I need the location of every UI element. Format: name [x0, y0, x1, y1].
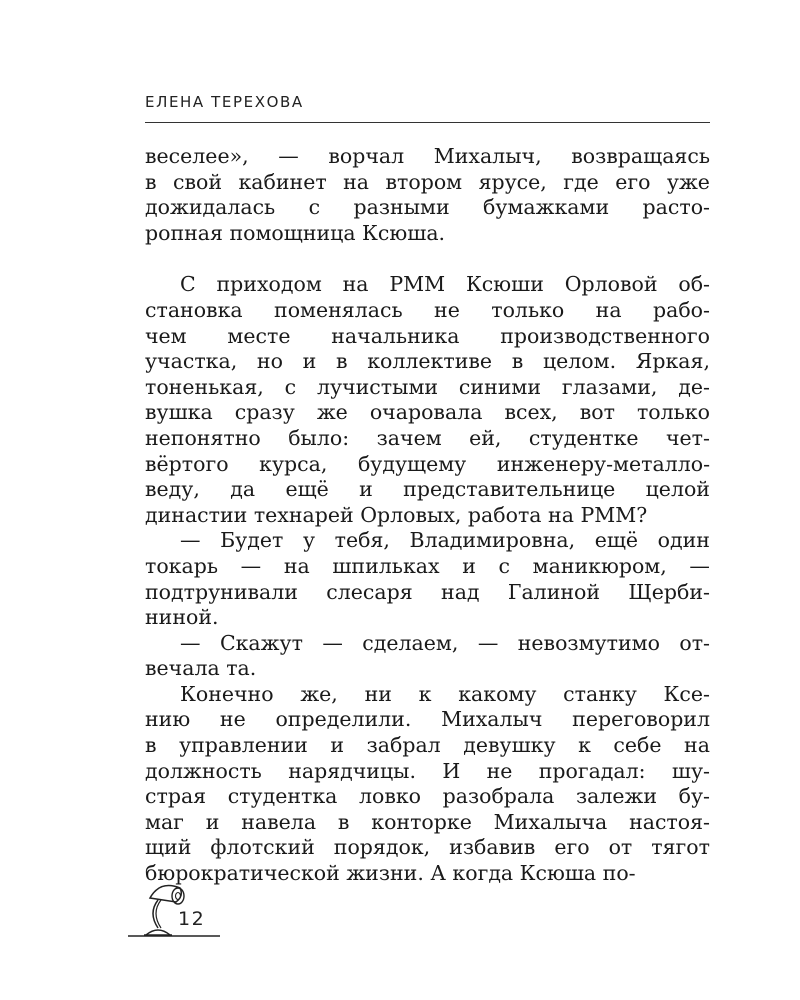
- paragraph-gap: [145, 246, 710, 272]
- text-line: династии технарей Орловых, работа на РММ?: [145, 502, 648, 527]
- paragraph: [145, 272, 710, 528]
- text-line: вечала та.: [145, 656, 257, 681]
- text-line: щий флотский порядок, избавив его от тягот: [145, 835, 710, 860]
- text-line: тоненькая, с лучистыми синими глазами, де-: [145, 374, 710, 399]
- text-line: страя студентка ловко разобрала залежи бу-: [145, 784, 710, 809]
- paragraph: [145, 144, 710, 246]
- text-line: веду, да ещё и представительнице целой: [145, 477, 710, 502]
- text-line: — Скажут — сделаем, — невозмутимо от-: [180, 630, 710, 655]
- text-line: нию не определили. Михалыч переговорил: [145, 707, 710, 732]
- text-line: дожидалась с разными бумажками расто-: [145, 195, 710, 220]
- paragraph: [145, 682, 710, 887]
- text-line: становка поменялась не только на рабо-: [145, 297, 710, 322]
- paragraph: [145, 631, 710, 682]
- text-line: ниной.: [145, 605, 219, 630]
- text-line: непонятно было: зачем ей, студентке чет-: [145, 425, 710, 450]
- text-line: подтрунивали слесаря над Галиной Щерби-: [145, 579, 710, 604]
- page-number: 12: [178, 908, 206, 930]
- text-line: веселее», — ворчал Михалыч, возвращаясь: [145, 144, 710, 168]
- text-line: ропная помощница Ксюша.: [145, 220, 446, 245]
- paragraph: [145, 528, 710, 630]
- running-head: ЕЛЕНА ТЕРЕХОВА: [145, 93, 304, 111]
- header-rule: [145, 122, 710, 123]
- text-line: маг и навела в конторке Михалыча настоя-: [145, 809, 710, 834]
- text-line: в управлении и забрал девушку к себе на: [145, 733, 710, 758]
- text-line: токарь — на шпильках и с маникюром, —: [145, 553, 710, 578]
- text-line: бюрократической жизни. А когда Ксюша по-: [145, 861, 636, 886]
- text-line: вушка сразу же очаровала всех, вот только: [145, 400, 710, 425]
- text-line: Конечно же, ни к какому станку Ксе-: [180, 681, 710, 706]
- text-line: — Будет у тебя, Владимировна, ещё один: [180, 528, 710, 553]
- body-text: [145, 144, 710, 887]
- text-line: должность нарядчицы. И не прогадал: шу-: [145, 758, 710, 783]
- text-line: участка, но и в коллективе в целом. Яркая,: [145, 349, 710, 374]
- text-line: чем месте начальника производственного: [145, 323, 710, 348]
- text-line: С приходом на РММ Ксюши Орловой об-: [180, 272, 710, 297]
- text-line: вёртого курса, будущему инженеру-металло-: [145, 451, 710, 476]
- text-line: в свой кабинет на втором ярусе, где его уже: [145, 169, 710, 194]
